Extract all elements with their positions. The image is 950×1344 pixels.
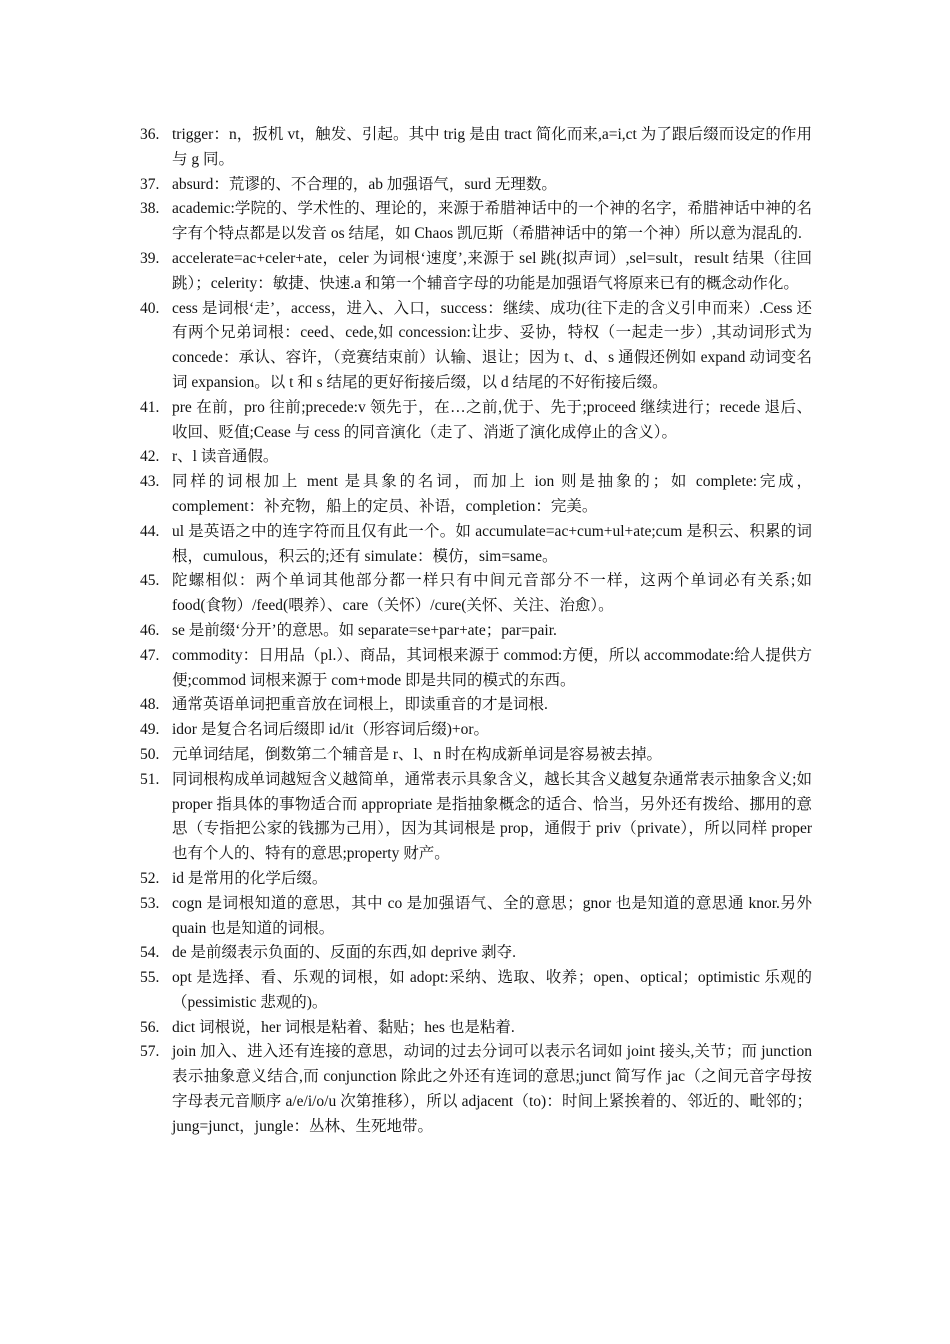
item-number: 48.: [140, 696, 160, 714]
list-item: [140, 644, 812, 694]
item-text: accelerate=ac+celer+ate，celer 为词根‘速度’,来源于 sel 跳(拟声词）,sel=sult，result 结果（往回跳）；celerity：敏捷、快速.a 和第一个辅音字母的功能是加强语气将原来已有的概念动作化。: [172, 249, 812, 292]
item-number: 37.: [140, 175, 160, 193]
item-text: cogn 是词根知道的意思，其中 co 是加强语气、全的意思；gnor 也是知道的意思通 knor.另外 quain 也是知道的词根。: [172, 894, 812, 937]
list-item: [140, 569, 812, 619]
item-text: opt 是选择、看、乐观的词根，如 adopt:采纳、选取、收养；open、optical；optimistic 乐观的（pessimistic 悲观的)。: [172, 969, 812, 1011]
list-item: [140, 1040, 812, 1139]
item-text: join 加入、进入还有连接的意思，动词的过去分词可以表示名词如 joint 接头,关节；而 junction 表示抽象意义结合,而 conjunction 除此之外还有连词的意思;junct 简写作 jac（之间元音字母按字母表元音顺序 a/e/i/o/u 次第推移），所以 adjacent（to)：时间上紧挨着的、邻近的、毗邻的；jung=junct，jungle：丛林、生死地带。: [172, 1043, 812, 1135]
item-number: 43.: [140, 473, 160, 491]
item-text: 同样的词根加上 ment 是具象的名词，而加上 ion 则是抽象的；如 complete:完成，complement：补充物，船上的定员、补语，completion：完美。: [172, 473, 812, 515]
item-text: dict 词根说，her 词根是粘着、黏贴；hes 也是粘着.: [172, 1018, 515, 1036]
item-text: cess 是词根‘走’，access，进入、入口，success：继续、成功(往下走的含义引申而来）.Cess 还有两个兄弟词根：ceed、cede,如 concession:让步、妥协，特权（一起走一步）,其动词形式为 concede：承认、容许，（竞赛结束前）认输、退让；因为 t、d、s 通假还例如 expand 动词变名词 expansion。以 t 和 s 结尾的更好衔接后缀，以 d 结尾的不好衔接后缀。: [172, 299, 812, 391]
item-text: commodity：日用品（pl.）、商品，其词根来源于 commod:方便，所以 accommodate:给人提供方便;commod 词根来源于 com+mode 即是共同的模式的东西。: [172, 646, 812, 689]
item-number: 47.: [140, 646, 160, 664]
list-item: [140, 941, 812, 966]
item-text: pre 在前，pro 往前;precede:v 领先于，在…之前,优于、先于;proceed 继续进行；recede 退后、收回、贬值;Cease 与 cess 的同音演化（走了、消逝了演化成停止的含义）。: [172, 398, 812, 441]
list-item: [140, 619, 812, 644]
item-number: 42.: [140, 448, 160, 466]
list-item: [140, 867, 812, 892]
list-item: [140, 892, 812, 942]
item-number: 56.: [140, 1018, 160, 1036]
list-item: [140, 445, 812, 470]
item-number: 50.: [140, 745, 160, 763]
item-text: trigger：n，扳机 vt，触发、引起。其中 trig 是由 tract 简化而来,a=i,ct 为了跟后缀而设定的作用与 g 同。: [172, 126, 812, 168]
numbered-note-list: [140, 123, 812, 1140]
item-text: 同词根构成单词越短含义越简单，通常表示具象含义，越长其含义越复杂通常表示抽象含义;如 proper 指具体的事物适合而 appropriate 是指抽象概念的适合、恰当，另外还有拨给、挪用的意思（专指把公家的钱挪为己用），因为其词根是 prop，通假于 priv（private），所以同样 proper 也有个人的、特有的意思;property 财产。: [172, 770, 812, 863]
item-text: idor 是复合名词后缀即 id/it（形容词后缀)+or。: [172, 721, 490, 739]
item-number: 39.: [140, 249, 160, 267]
item-number: 38.: [140, 200, 160, 218]
list-item: [140, 768, 812, 867]
item-number: 54.: [140, 944, 160, 962]
item-text: r、l 读音通假。: [172, 448, 279, 466]
item-number: 51.: [140, 770, 160, 788]
item-number: 46.: [140, 621, 160, 639]
list-item: [140, 197, 812, 247]
list-item: [140, 396, 812, 446]
item-number: 49.: [140, 721, 160, 739]
item-number: 41.: [140, 398, 160, 416]
item-number: 53.: [140, 894, 160, 912]
item-number: 57.: [140, 1043, 160, 1061]
list-item: [140, 693, 812, 718]
list-item: [140, 470, 812, 520]
list-item: [140, 173, 812, 198]
item-text: 通常英语单词把重音放在词根上，即读重音的才是词根.: [172, 696, 548, 714]
list-item: [140, 966, 812, 1016]
item-text: ul 是英语之中的连字符而且仅有此一个。如 accumulate=ac+cum+ul+ate;cum 是积云、积累的词根，cumulous，积云的;还有 simulate：模仿，sim=same。: [172, 522, 812, 565]
item-number: 52.: [140, 869, 160, 887]
item-number: 45.: [140, 572, 160, 590]
item-text: 元单词结尾，倒数第二个辅音是 r、l、n 时在构成新单词是容易被去掉。: [172, 745, 662, 763]
item-number: 44.: [140, 522, 160, 540]
item-number: 40.: [140, 299, 160, 317]
list-item: [140, 1016, 812, 1041]
list-item: [140, 520, 812, 570]
list-item: [140, 297, 812, 396]
item-text: academic:学院的、学术性的、理论的，来源于希腊神话中的一个神的名字，希腊神话中神的名字有个特点都是以发音 os 结尾，如 Chaos 凯厄斯（希腊神话中的第一个神）所以意为混乱的.: [172, 200, 812, 243]
list-item: [140, 718, 812, 743]
item-text: se 是前缀‘分开’的意思。如 separate=se+par+ate；par=pair.: [172, 621, 557, 639]
list-item: [140, 123, 812, 173]
item-text: de 是前缀表示负面的、反面的东西,如 deprive 剥夺.: [172, 944, 516, 962]
item-text: id 是常用的化学后缀。: [172, 869, 328, 887]
item-text: 陀螺相似：两个单词其他部分都一样只有中间元音部分不一样，这两个单词必有关系;如 food(食物）/feed(喂养）、care（关怀）/cure(关怀、关注、治愈）。: [172, 572, 812, 615]
list-item: [140, 743, 812, 768]
item-number: 36.: [140, 126, 160, 143]
item-number: 55.: [140, 969, 160, 987]
list-item: [140, 247, 812, 297]
item-text: absurd：荒谬的、不合理的，ab 加强语气，surd 无理数。: [172, 175, 557, 193]
